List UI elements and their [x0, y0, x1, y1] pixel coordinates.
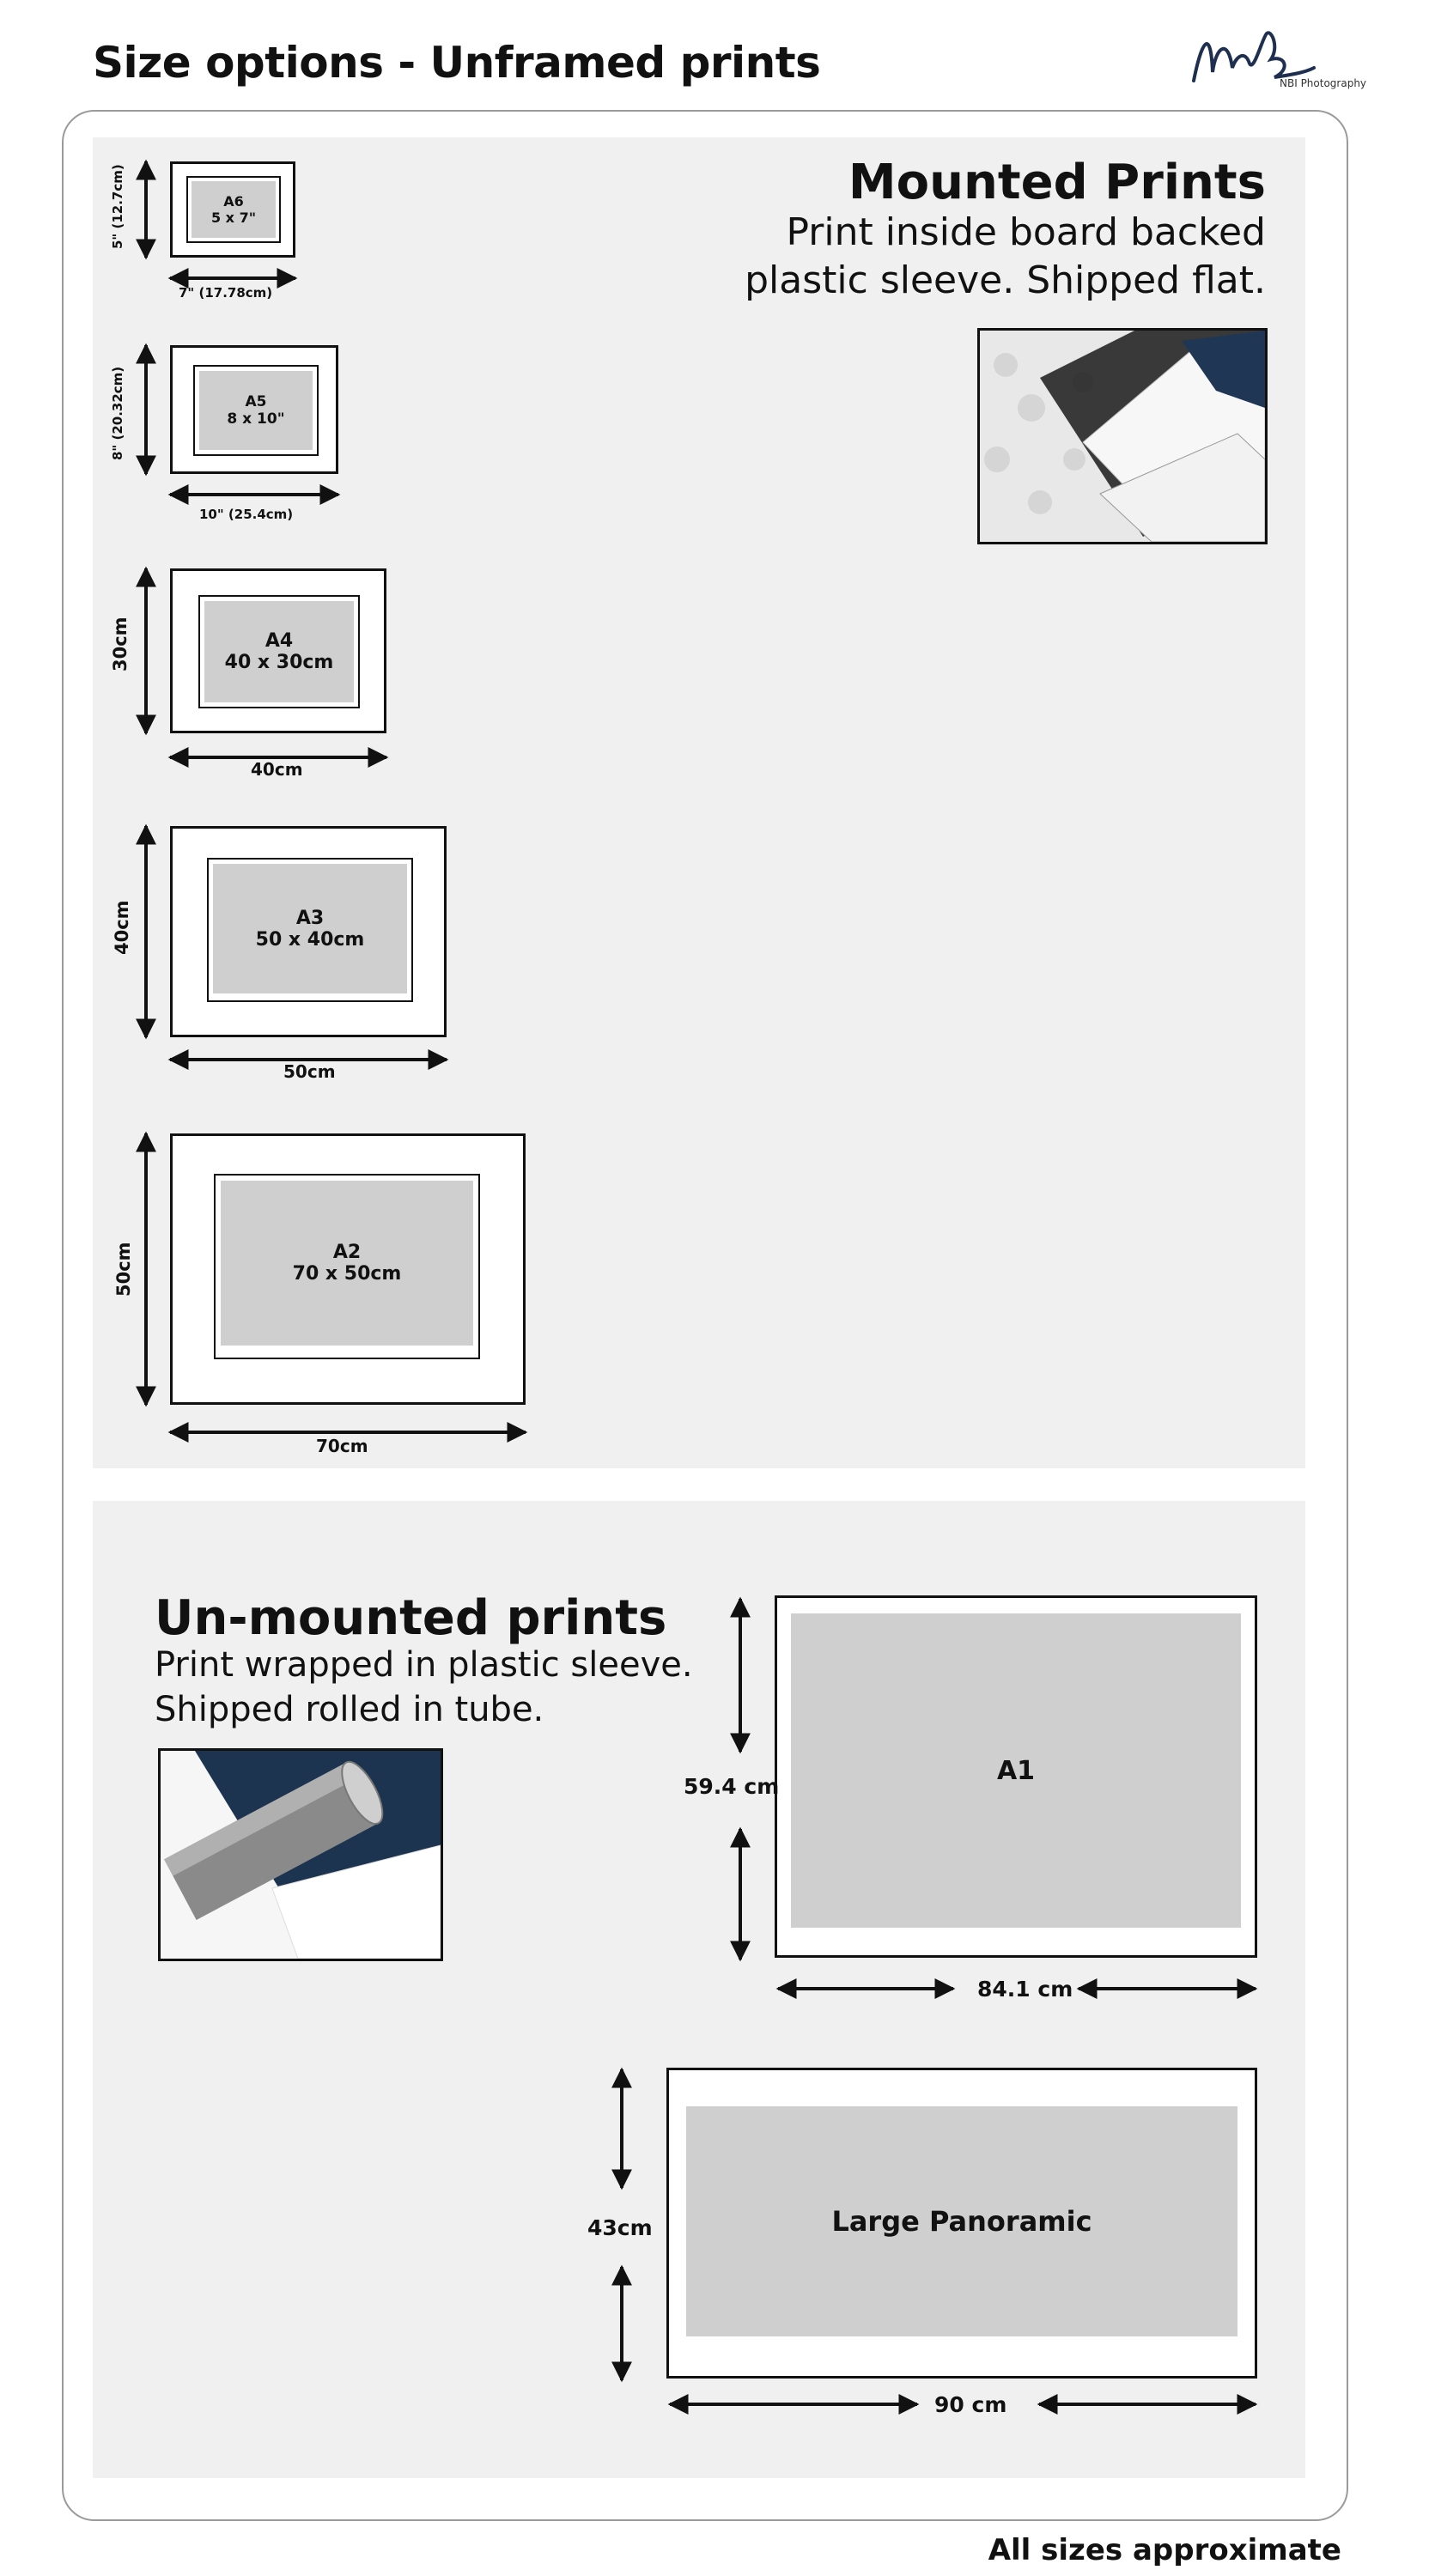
pano-width-label: 90 cm	[934, 2392, 1007, 2417]
a3-width-label: 50cm	[283, 1061, 336, 1082]
pano-height-label: 43cm	[587, 2215, 653, 2240]
a2-name: A2	[332, 1242, 362, 1263]
page-title: Size options - Unframed prints	[93, 38, 821, 88]
mounted-heading: Mounted Prints	[848, 155, 1266, 210]
mounted-description: Print inside board backed plastic sleeve. Shipped flat.	[745, 210, 1266, 302]
a3-height-label: 40cm	[112, 900, 132, 955]
large-panoramic-name: Large Panoramic	[831, 2205, 1092, 2238]
a2-width-label: 70cm	[316, 1436, 368, 1456]
a6-dims: 5 x 7"	[210, 210, 257, 226]
a5-height-label: 8" (20.32cm)	[110, 366, 125, 460]
a4-height-label: 30cm	[110, 617, 131, 671]
a5-name: A5	[245, 393, 267, 410]
footer-note: All sizes approximate	[988, 2533, 1341, 2567]
a5-width-label: 10" (25.4cm)	[199, 507, 294, 522]
a1-name: A1	[996, 1755, 1036, 1786]
a5-dims: 8 x 10"	[227, 410, 285, 428]
unmounted-description: Print wrapped in plastic sleeve. Shipped rolled in tube.	[155, 1645, 693, 1729]
a6-height-label: 5" (12.7cm)	[110, 164, 125, 249]
unmounted-heading: Un-mounted prints	[155, 1590, 667, 1646]
rolled-print-photo	[158, 1748, 443, 1961]
a4-dims: 40 x 30cm	[224, 652, 334, 673]
a1-width-label: 84.1 cm	[977, 1977, 1073, 2002]
a3-name: A3	[295, 907, 325, 929]
a4-name: A4	[265, 630, 294, 652]
a2-dims: 70 x 50cm	[292, 1263, 402, 1285]
logo-caption: NBI Photography	[1280, 77, 1367, 89]
large-panoramic-print	[666, 2068, 1257, 2379]
a1-print	[775, 1595, 1257, 1958]
a1-height-label: 59.4 cm	[684, 1774, 780, 1799]
a2-height-label: 50cm	[113, 1242, 134, 1297]
a6-width-label: 7" (17.78cm)	[179, 285, 273, 301]
a3-dims: 50 x 40cm	[255, 928, 365, 951]
a4-width-label: 40cm	[251, 759, 303, 780]
a6-name: A6	[223, 193, 244, 210]
